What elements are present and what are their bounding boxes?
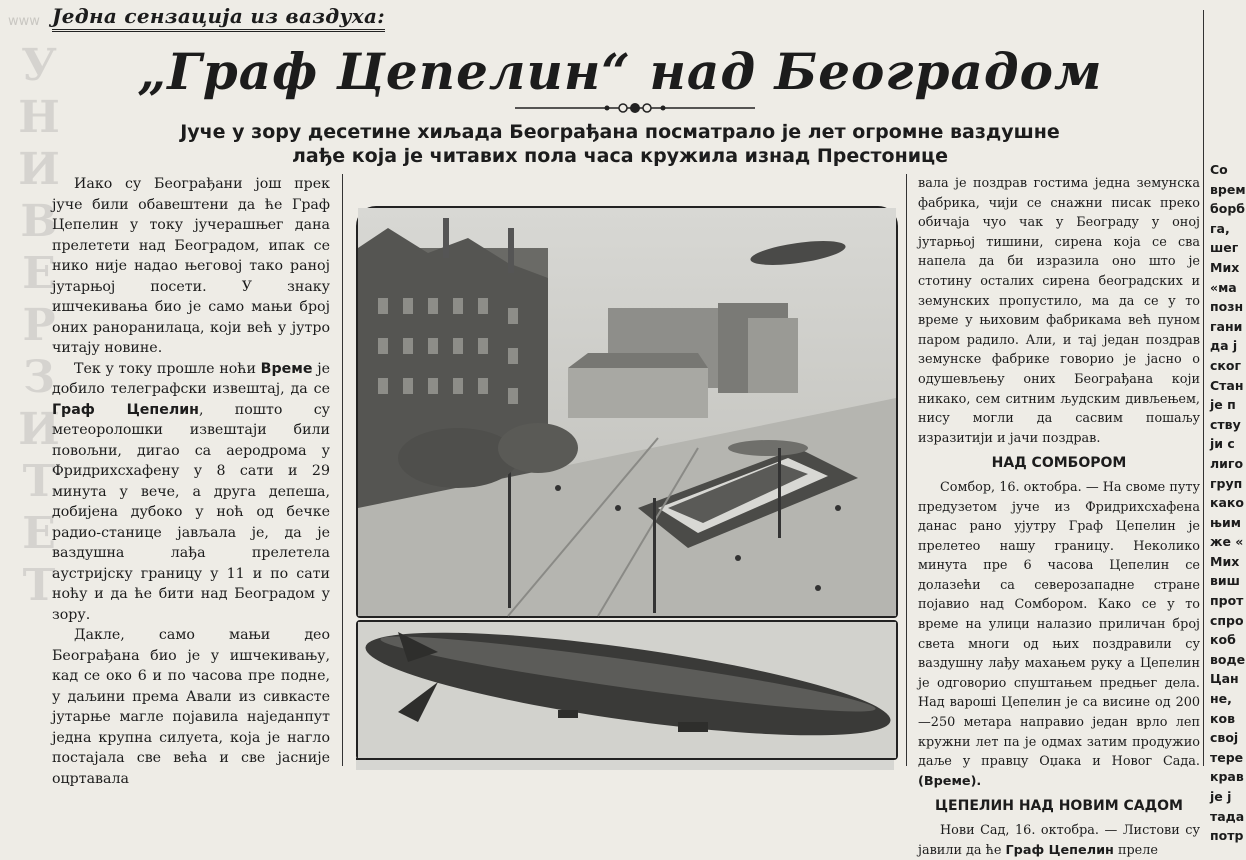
column-4-line: Со — [1210, 162, 1228, 177]
subhead-line-1: Јуче у зору десетине хиљада Београђана посматрало је лет огромне ваздушне — [180, 121, 1060, 143]
column-rule — [906, 174, 907, 766]
column-4-line: ског — [1210, 357, 1242, 373]
watermark-letter: Т — [22, 560, 56, 611]
column-4-line: шег — [1210, 240, 1239, 256]
column-4-line: га, — [1210, 220, 1230, 236]
column-4-line: ству — [1210, 416, 1241, 432]
column-4-line: свој — [1210, 730, 1239, 746]
watermark-letter: Т — [22, 456, 56, 507]
paragraph: Иако су Београђани још прек јуче били обавештени да ће Граф Цепелин у току јучерашњег дана прелетети над Београдом, ипак се нико није надао његовој тако раној јутарњој посети. У знаку ишчекивања био је само мањи број оних раноранилаца, који већ у јутро читају новине. — [52, 176, 330, 356]
photo-third-edge — [356, 758, 894, 770]
column-4-line: борб — [1210, 201, 1245, 217]
column-4-line: тада — [1210, 808, 1245, 824]
article-headline: „Граф Цепелин“ над Београдом — [137, 42, 1103, 101]
column-4-line: спро — [1210, 612, 1244, 628]
column-4-line: да ј — [1210, 338, 1238, 354]
watermark-url: www — [8, 14, 40, 29]
column-rule — [342, 174, 343, 766]
watermark-letter: Е — [22, 508, 56, 559]
article-column-1 — [52, 174, 330, 789]
watermark-letter: Е — [22, 248, 56, 299]
section-heading-sombor: НАД СОМБОРОМ — [991, 455, 1127, 472]
column-4-line: потр — [1210, 828, 1244, 844]
column-4-line: же « — [1210, 534, 1244, 550]
column-4-line: је п — [1210, 397, 1236, 413]
watermark-letter: Н — [18, 92, 60, 143]
watermark-letter: У — [21, 40, 57, 91]
column-4-line: виш — [1210, 573, 1240, 589]
column-4-line: тере — [1210, 749, 1244, 765]
paragraph: Дакле, само мањи део Београђана био је у ишчекивању, кад се око 6 и по часова пре подне, у даљини према Авали из сивкасте јутарње магле појавила наједанпут једна крупна силуета, која је нагло постајала све већа и све јасније оцртавала — [52, 627, 330, 787]
column-4-line: воде — [1210, 651, 1246, 667]
article-subhead — [170, 120, 1070, 168]
column-4-line: Стан — [1210, 377, 1244, 393]
column-4-line: груп — [1210, 475, 1243, 491]
column-4-line: коб — [1210, 632, 1236, 648]
article-kicker: Једна сензација из ваздуха: — [52, 4, 385, 32]
column-4-line: гани — [1210, 318, 1243, 334]
zeppelin-illustration — [358, 622, 896, 758]
column-4-line: Мих — [1210, 259, 1240, 275]
column-4-line: лиго — [1210, 455, 1244, 471]
watermark-letter: Р — [22, 300, 56, 351]
column-4-line: њим — [1210, 514, 1241, 530]
column-4-line: «ма — [1210, 279, 1237, 295]
article-column-3 — [918, 174, 1200, 860]
column-4-line: прот — [1210, 593, 1244, 609]
column-4-line: крав — [1210, 769, 1244, 785]
photo-city-square — [356, 206, 898, 618]
column-rule — [1203, 10, 1204, 766]
article-column-4-fragment — [1210, 160, 1246, 846]
ornament-divider — [515, 101, 755, 115]
subhead-line-2: лађе која је читавих пола часа кружила изнад Престонице — [291, 145, 949, 167]
column-4-line: позн — [1210, 299, 1244, 315]
paragraph: Тек у току прошле ноћи Време је добило телеграфски извештај, да се Граф Цепелин, пошто су метеоролошки извештаји били повољни, дигао са аеродрома у Фридрихсхафену у 8 сати и 29 минута у вече, а друга депеша, добијена дубоко у ноћ од бечке радио-станице јављала је, да је ваздушна лађа прелетела аустријску границу у 11 и по сати ноћу и да ће бити над Београдом у зору. — [52, 360, 331, 623]
column-4-line: је ј — [1210, 789, 1232, 804]
watermark-letter: И — [18, 144, 60, 195]
column-4-line: Мих — [1210, 553, 1240, 569]
city-square-illustration — [358, 208, 896, 616]
watermark-letter: И — [18, 404, 60, 455]
column-4-line: ји с — [1210, 436, 1235, 452]
watermark-letter: З — [23, 352, 55, 403]
column-4-line: како — [1210, 495, 1244, 511]
section-heading-novi-sad: ЦЕПЕЛИН НАД НОВИМ САДОМ — [935, 798, 1183, 815]
paragraph: Сомбор, 16. октобра. — На своме путу предузетом јуче из Фридрихсхафена данас рано ујутру Граф Цепелин је прелетео нашу границу. Неколико минута пре 6 часова Цепелин се долазећи са северозападне стране појавио над Сомбором. Како се у то време на улици налазио приличан број света многи од њих поздравили су ваздушну лађу махањем руку а Цепелин је одговорио спуштањем предњег дела. Над варошi Цепелин је са висине од 200—250 метара направио један врло леп кружни лет па је одмах затим продужио даље у правцу Оџака и Новог Сада. (Време). — [918, 479, 1200, 789]
paragraph: вала је поздрав гостима једна земунска фабрика, чији се снажни писак преко обичаја чуо чак у Београду у оној јутарњој тишини, сирена која се сва напела да би изразила оно што је стотину осталих сирена београдских и земунских пропустило, ма да се у то време у њиховим фабрикама већ пуном паром радило. Али, и тај један поздрав земунске фабрике говорио је јасно о одушевљењу оних Београђана који никако, сем ситним људским дивљењем, нису могли да сасвим пошаљу изразитији и јачи поздрав. — [918, 176, 1200, 446]
column-4-line: не, — [1210, 691, 1232, 707]
column-4-line: Цан — [1210, 671, 1239, 687]
paragraph: Нови Сад, 16. октобра. — Листови су јавили да ће Граф Цепелин преле — [918, 823, 1200, 858]
photo-zeppelin — [356, 620, 898, 760]
column-4-line: врем — [1210, 181, 1246, 197]
watermark-letter: В — [20, 196, 58, 247]
column-4-line: ков — [1210, 710, 1235, 726]
